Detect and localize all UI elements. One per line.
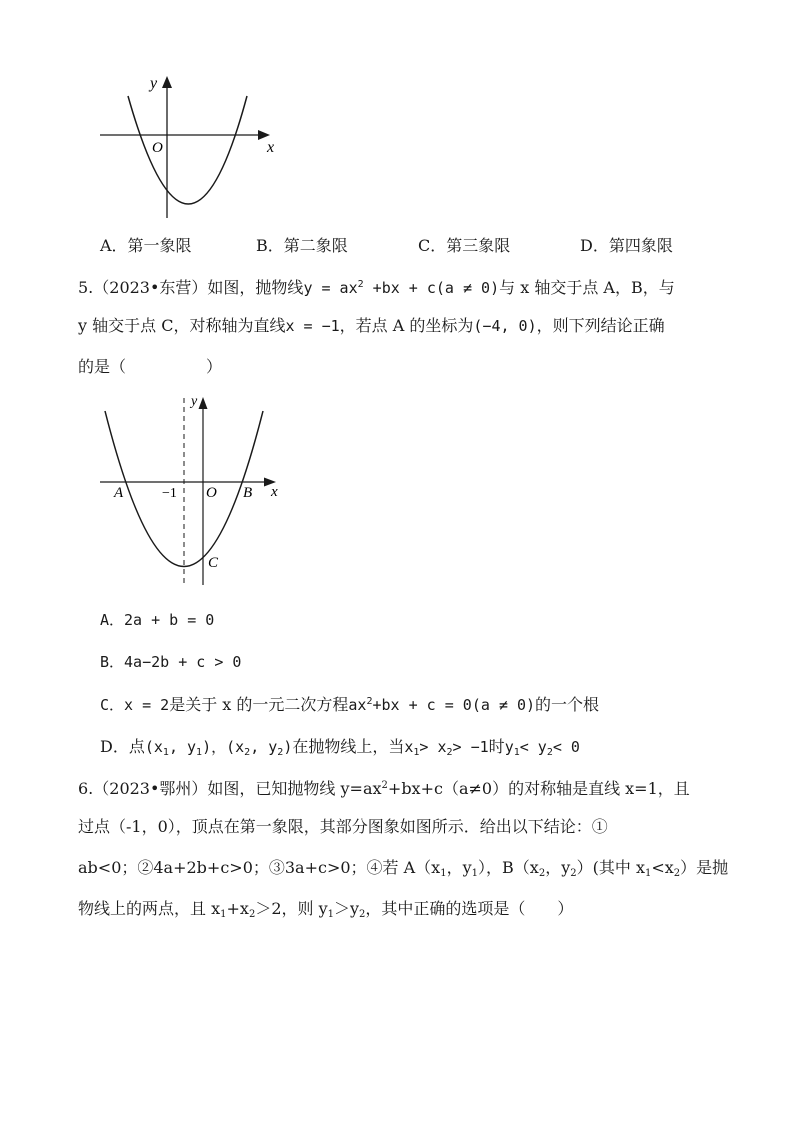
- q6-stem-line3: ab<0；②4a+2b+c>0；③3a+c>0；④若 $A(x_1$，$y_1$），$B(x_2$，$y_2$）(其中 $x_1<x_2$）是抛: [78, 858, 729, 879]
- q4-y-arrow-icon: [162, 76, 172, 88]
- q5-minus-one-label: −1: [162, 486, 177, 501]
- q5-option-a[interactable]: A．2a + b = 0: [100, 611, 215, 629]
- q4-graph: [95, 70, 285, 220]
- q6-stem-line4: 物线上的两点，且 $x_1+x_2>2$，则 $y_1>y_2$，其中正确的选项是（ ）: [78, 899, 574, 920]
- q4-origin-label: O: [152, 140, 163, 156]
- q4-option-c[interactable]: C．第三象限: [418, 236, 511, 255]
- q5-stem-line2: y 轴交于点 C，对称轴为直线x = −1，若点 A 的坐标为(−4, 0)，则下列结论正确: [78, 316, 665, 335]
- q4-y-label: y: [150, 75, 158, 92]
- q5-option-b[interactable]: B．4a−2b + c > 0: [100, 653, 242, 671]
- q5-point-b-label: B: [243, 485, 253, 501]
- q4-option-b[interactable]: B．第二象限: [256, 236, 348, 255]
- q5-stem-line3: 的是（ ）: [78, 357, 223, 376]
- q5-point-c-label: C: [208, 555, 219, 571]
- q5-y-arrow-icon: [199, 397, 208, 409]
- q5-x-label: x: [271, 484, 278, 500]
- q4-option-d[interactable]: D．第四象限: [580, 236, 673, 255]
- q6-stem-line1: 6.（2023•鄂州）如图，已知抛物线 $y=ax^2+bx+c(a\ne 0)$的对称轴是直线 x=1，且: [78, 779, 690, 798]
- q5-point-a-label: A: [114, 485, 124, 501]
- q5-option-c[interactable]: C．x = 2是关于 x 的一元二次方程$ax^2+bx + c = 0(a \ne 0)$的一个根: [100, 695, 600, 714]
- q5-y-label: y: [191, 394, 198, 409]
- q5-option-d[interactable]: D．点($x_1$, $y_1$)，($x_2$, $y_2$)在抛物线上，当$x_1> x_2> -1$时$y_1< y_2< 0$: [100, 737, 580, 758]
- q5-origin-label: O: [206, 485, 217, 501]
- q6-stem-line2: 过点（-1，0），顶点在第一象限，其部分图象如图所示．给出以下结论：①: [78, 817, 608, 836]
- q5-stem-line1: 5.（2023•东营）如图，抛物线$y = ax^2 +bx + c(a \ne 0)$与 x 轴交于点 A，B，与: [78, 278, 675, 297]
- q4-parabola: [128, 96, 247, 204]
- q5-graph: [95, 393, 290, 588]
- q4-options: [100, 233, 673, 256]
- q4-option-a[interactable]: A．第一象限: [100, 236, 192, 255]
- q4-x-label: x: [267, 139, 275, 156]
